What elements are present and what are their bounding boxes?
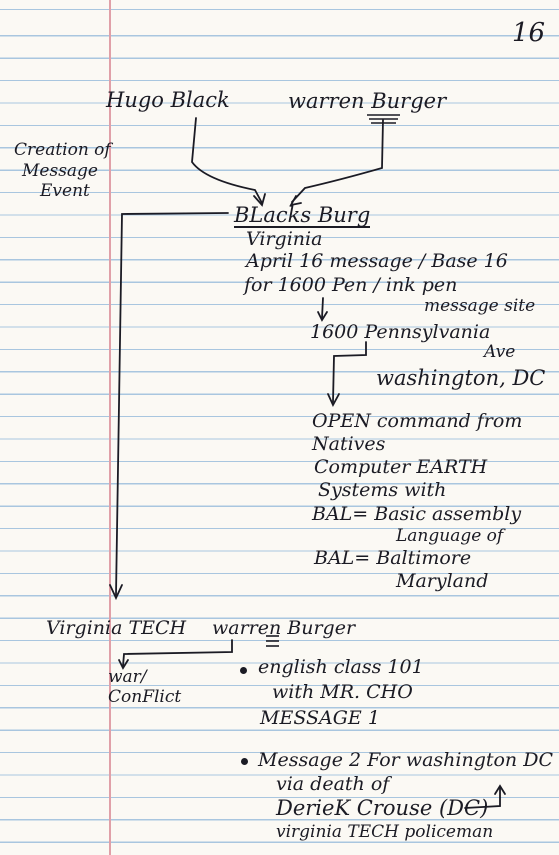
virginia-tech: Virginia TECH bbox=[46, 617, 187, 639]
bullet2-line3: DerieK Crouse (DC) bbox=[276, 796, 489, 820]
arrow-penn-to-open bbox=[333, 342, 366, 402]
message-site: message site bbox=[424, 296, 536, 316]
margin-note-line1: Creation of bbox=[14, 140, 111, 160]
bullet1-line1: english class 101 bbox=[258, 656, 424, 678]
page-number: 16 bbox=[512, 18, 546, 48]
open-line3: Computer EARTH bbox=[314, 456, 488, 478]
address-line1: 1600 Pennsylvania bbox=[310, 321, 491, 343]
open-line7: BAL= Baltimore bbox=[314, 547, 472, 569]
open-line2: Natives bbox=[312, 433, 386, 455]
bullet1-line2: with MR. CHO bbox=[272, 681, 413, 703]
bracket-burger-to-war bbox=[123, 640, 232, 666]
blacksburg bbox=[234, 203, 370, 228]
open-line8: Maryland bbox=[396, 570, 489, 592]
margin-note-line2: Message bbox=[22, 161, 98, 181]
open-line4: Systems with bbox=[318, 479, 447, 501]
open-line6: Language of bbox=[396, 526, 504, 546]
bullet-1 bbox=[240, 667, 247, 674]
margin-note-line3: Event bbox=[40, 181, 90, 201]
arrow-burger-to-blacksburg bbox=[292, 120, 383, 202]
war-label: war/ bbox=[108, 667, 147, 687]
virginia: Virginia bbox=[246, 228, 323, 250]
name-hugo-black: Hugo Black bbox=[106, 88, 230, 112]
arrow-1600-down bbox=[322, 298, 323, 318]
bullet-2 bbox=[241, 758, 248, 765]
conflict-label: ConFlict bbox=[108, 687, 182, 707]
address-line3: washington, DC bbox=[376, 366, 546, 390]
arrow-hugo-to-blacksburg bbox=[192, 118, 262, 203]
bullet2-line2: via death of bbox=[276, 773, 390, 795]
blacksburg-text: BLacks Burg bbox=[234, 203, 371, 227]
bullet2-line1: Message 2 For washington DC bbox=[258, 749, 553, 771]
warren-burger-bottom: warren Burger bbox=[212, 617, 356, 639]
bullet1-line3: MESSAGE 1 bbox=[260, 707, 380, 729]
open-line5: BAL= Basic assembly bbox=[312, 503, 522, 525]
open-line1: OPEN command from bbox=[312, 410, 523, 432]
bullet2-line4: virginia TECH policeman bbox=[276, 822, 494, 842]
name-warren-burger: warren Burger bbox=[288, 89, 447, 113]
line-blacksburg-to-vt bbox=[116, 213, 228, 595]
address-line2: Ave bbox=[484, 342, 516, 362]
for-1600-pen: for 1600 Pen / ink pen bbox=[244, 274, 458, 296]
april-16-message: April 16 message / Base 16 bbox=[246, 250, 508, 272]
